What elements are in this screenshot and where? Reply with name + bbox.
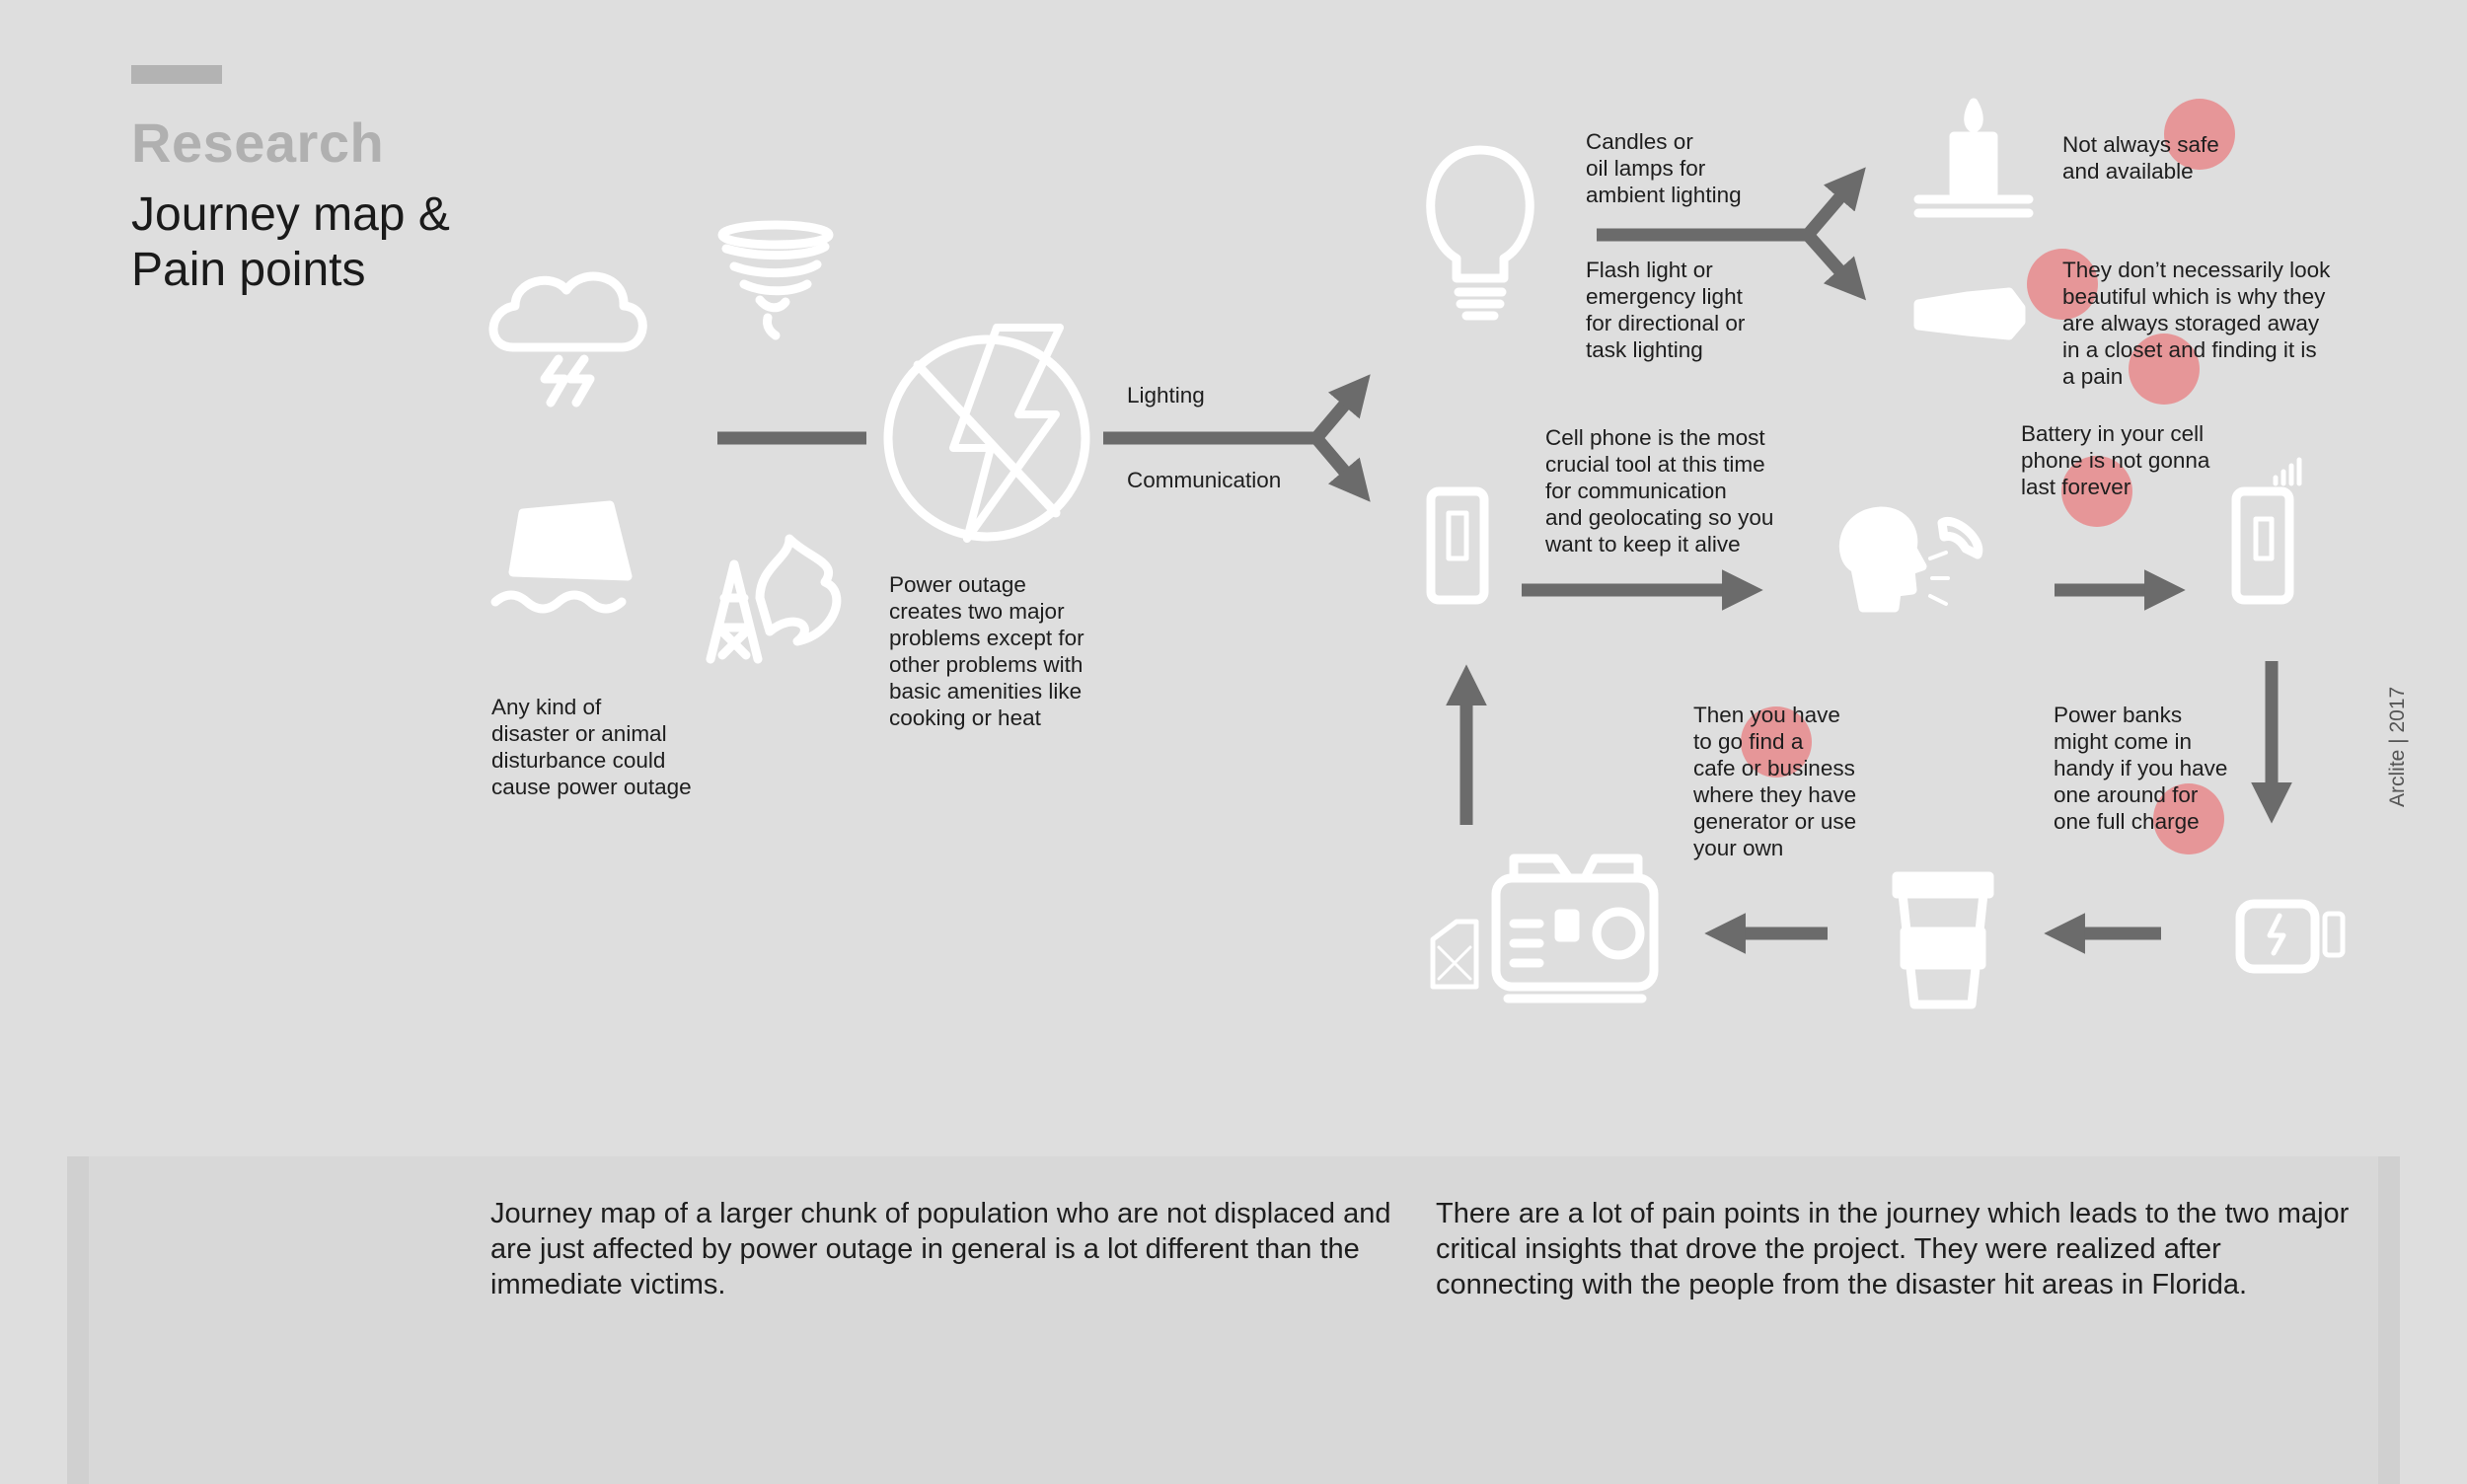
low-battery-phone-icon xyxy=(2236,460,2299,600)
left-paragraph: Journey map of a larger chunk of population who are not displaced and are just affected by power outage in general is a lot different than the immediate victims. xyxy=(490,1198,1391,1300)
communication-arrow xyxy=(1316,438,1360,489)
lighting-arrow xyxy=(1316,387,1360,438)
candle-arrow xyxy=(1808,180,1855,235)
power-bank-icon xyxy=(2240,904,2343,969)
cell-phone-icon xyxy=(1431,491,1484,600)
flashlight-note: Flash light or emergency light for directional or task lighting xyxy=(1586,258,1746,362)
outage-note: Power outage creates two major problems except for other problems with basic amenities like cooking or heat xyxy=(889,572,1084,730)
flooded-house-icon xyxy=(495,505,628,609)
cell-phone-note: Cell phone is the most crucial tool at this time for communication and geolocating so you want to keep it alive xyxy=(1545,425,1774,556)
storm-cloud-icon xyxy=(493,276,642,403)
tornado-icon xyxy=(722,225,829,335)
communication-label: Communication xyxy=(1127,468,1282,492)
title-line-2: Pain points xyxy=(131,244,366,296)
flashlight-arrow xyxy=(1808,235,1855,288)
lighting-label: Lighting xyxy=(1127,383,1205,408)
light-bulb-icon xyxy=(1431,150,1530,316)
person-calling-icon xyxy=(1843,511,1978,608)
flashlight-icon xyxy=(1918,292,2021,335)
coffee-cup-icon xyxy=(1897,876,1989,1004)
side-label: Arclite | 2017 xyxy=(2386,686,2409,807)
fuel-can-icon xyxy=(1433,922,1476,987)
candle-icon xyxy=(1918,103,2029,213)
oil-fire-icon xyxy=(710,539,837,659)
not-beautiful-note: They don’t necessarily look beautiful which is why they are always storaged away in a closet and finding it is a pain xyxy=(2062,258,2331,389)
battery-note: Battery in your cell phone is not gonna last forever xyxy=(2021,421,2210,499)
section-label: Research xyxy=(131,111,385,174)
cafe-note: Then you have to go find a cafe or business where they have generator or use your own xyxy=(1693,703,1857,860)
not-safe-note: Not always safe and available xyxy=(2062,132,2219,184)
title-line-1: Journey map & xyxy=(131,188,450,241)
disasters-note: Any kind of disaster or animal disturbance could cause power outage xyxy=(491,695,692,799)
candles-note: Candles or oil lamps for ambient lighting xyxy=(1586,129,1742,207)
power-off-icon xyxy=(888,328,1085,539)
right-paragraph: There are a lot of pain points in the journey which leads to the two major critical insights that drove the project. They were realized after connecting with the people from the disaster hit areas in Florida. xyxy=(1436,1198,2350,1300)
power-banks-note: Power banks might come in handy if you have one around for one full charge xyxy=(2054,703,2228,834)
generator-icon xyxy=(1496,858,1654,999)
